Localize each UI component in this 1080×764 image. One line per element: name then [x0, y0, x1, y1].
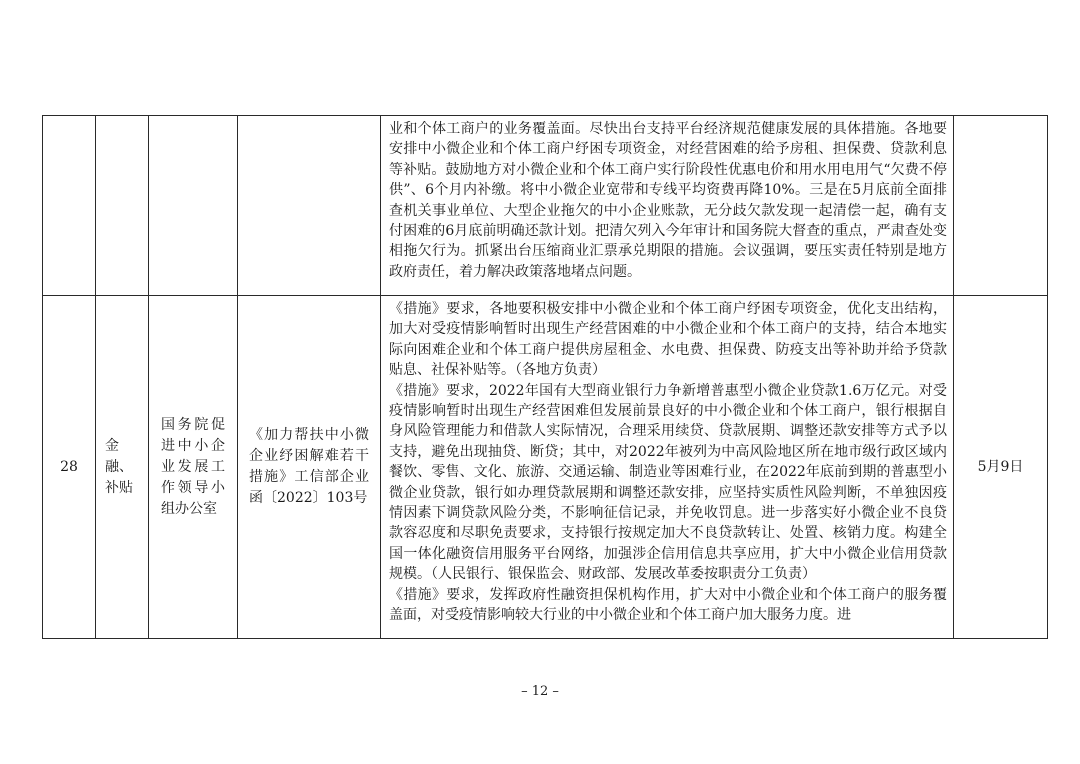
content-cell [381, 116, 954, 296]
category-cell [96, 116, 149, 296]
document-cell [238, 296, 381, 639]
department-cell [149, 116, 238, 296]
category-cell [96, 296, 149, 639]
content-paragraph: 《措施》要求，2022年国有大型商业银行力争新增普惠型小微企业贷款1.6万亿元。对受疫情影响暂时出现生产经营困难但发展前景良好的中小微企业和个体工商户，银行根据自身风险管理能力和借款人实际情况，合理采用续贷、贷款展期、调整还款安排等方式予以支持，避免出现抽贷、断贷；其中，对2022年被列为中高风险地区所在地市级行政区域内餐饮、零售、文化、旅游、交通运输、制造业等困难行业，在2022年底前到期的普惠型小微企业贷款，银行如办理贷款展期和调整还款安排，应坚持实质性风险判断，不单独因疫情因素下调贷款风险分类，不影响征信记录，并免收罚息。进一步落实好小微企业不良贷款容忍度和尽职免责要求，支持银行按规定加大不良贷款转让、处置、核销力度。构建全国一体化融资信用服务平台网络，加强涉企信用信息共享应用，扩大中小微企业信用贷款规模。（人民银行、银保监会、财政部、发展改革委按职责分工负责） [389, 382, 947, 583]
document-text: 《加力帮扶中小微企业纾困解难若干措施》工信部企业函〔2022〕103号 [249, 427, 369, 506]
content-paragraph: 《措施》要求，发挥政府性融资担保机构作用，扩大对中小微企业和个体工商户的服务覆盖面，对受疫情影响较大行业的中小微企业和个体工商户加大服务力度。进 [389, 586, 947, 624]
date-cell [954, 116, 1048, 296]
policy-table [42, 115, 1048, 639]
content-paragraph: 业和个体工商户的业务覆盖面。尽快出台支持平台经济规范健康发展的具体措施。各地要安排中小微企业和个体工商户纾困专项资金，对经营困难的给予房租、担保费、贷款利息等补贴。鼓励地方对小微企业和个体工商户实行阶段性优惠电价和用水用电用气“欠费不停供”、6个月内补缴。将中小微企业宽带和专线平均资费再降10%。三是在5月底前全面排查机关事业单位、大型企业拖欠的中小企业账款，无分歧欠款发现一起清偿一起，确有支付困难的6月底前明确还款计划。把清欠列入今年审计和国务院大督查的重点，严肃查处变相拖欠行为。抓紧出台压缩商业汇票承兑期限的措施。会议强调，要压实责任特别是地方政府责任，着力解决政策落地堵点问题。 [389, 121, 947, 280]
department-text: 国务院促进中小企业发展工作领导小组办公室 [161, 416, 225, 517]
date-cell [954, 296, 1048, 639]
document-cell [238, 116, 381, 296]
content-paragraph: 《措施》要求，各地要积极安排中小微企业和个体工商户纾困专项资金，优化支出结构，加大对受疫情影响暂时出现生产经营困难的中小微企业和个体工商户的支持，结合本地实际向困难企业和个体工商户提供房屋租金、水电费、担保费、防疫支出等补助并给予贷款贴息、社保补贴等。（各地方负责） [389, 301, 947, 379]
row-number: 28 [60, 458, 78, 475]
number-cell [43, 296, 96, 639]
content-cell [381, 296, 954, 639]
table-row-continuation [43, 116, 1048, 296]
date-text: 5月9日 [977, 458, 1024, 475]
department-cell [149, 296, 238, 639]
table-row-28 [43, 296, 1048, 639]
page-number: – 12 – [521, 684, 559, 699]
category-text: 金融、补贴 [105, 437, 133, 496]
number-cell [43, 116, 96, 296]
